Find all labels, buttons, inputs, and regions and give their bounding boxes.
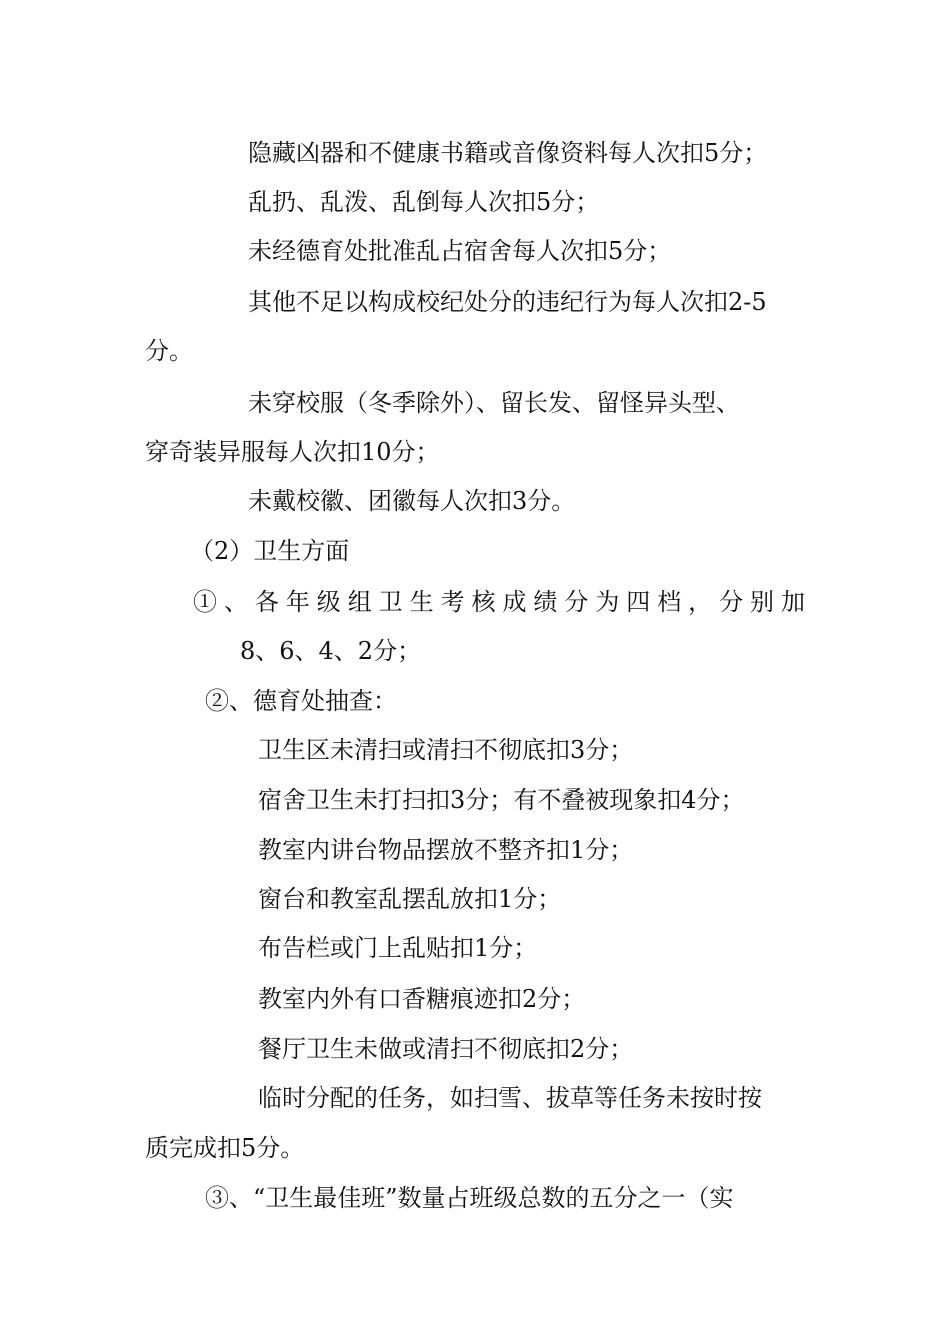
- rule-line: 其他不足以构成校纪处分的违纪行为每人次扣2-5: [248, 288, 767, 316]
- rule-line: 乱扔、乱泼、乱倒每人次扣5分；: [248, 188, 600, 216]
- check-rule: 教室内外有口香糖痕迹扣2分；: [258, 985, 586, 1013]
- check-rule: 窗台和教室乱摆乱放扣1分；: [258, 885, 562, 913]
- rule-line: 未戴校徽、团徽每人次扣3分。: [248, 487, 576, 515]
- check-rule: 卫生区未清扫或清扫不彻底扣3分；: [258, 736, 634, 764]
- rule-line-continuation: 分。: [145, 337, 193, 365]
- check-rule: 餐厅卫生未做或清扫不彻底扣2分；: [258, 1035, 634, 1063]
- rule-line: 未经德育处批准乱占宿舍每人次扣5分；: [248, 237, 672, 265]
- numbered-item: ③、“卫生最佳班”数量占班级总数的五分之一（实: [205, 1184, 734, 1212]
- check-rule: 教室内讲台物品摆放不整齐扣1分；: [258, 836, 634, 864]
- check-rule: 宿舍卫生未打扫扣3分；有不叠被现象扣4分；: [258, 786, 745, 814]
- rule-line-continuation: 穿奇装异服每人次扣10分；: [145, 438, 440, 466]
- check-rule: 布告栏或门上乱贴扣1分；: [258, 934, 538, 962]
- section-heading: （2）卫生方面: [190, 537, 350, 565]
- numbered-item: ①、各年级组卫生考核成绩分为四档，分别加: [193, 588, 805, 616]
- rule-line: 未穿校服（冬季除外）、留长发、留怪异头型、: [248, 389, 740, 417]
- rule-line: 隐藏凶器和不健康书籍或音像资料每人次扣5分；: [248, 139, 768, 167]
- numbered-item-continuation: 8、6、4、2分；: [240, 637, 422, 665]
- numbered-item: ②、德育处抽查：: [205, 687, 397, 715]
- check-rule: 临时分配的任务，如扫雪、拔草等任务未按时按: [258, 1084, 762, 1112]
- check-rule-continuation: 质完成扣5分。: [145, 1134, 305, 1162]
